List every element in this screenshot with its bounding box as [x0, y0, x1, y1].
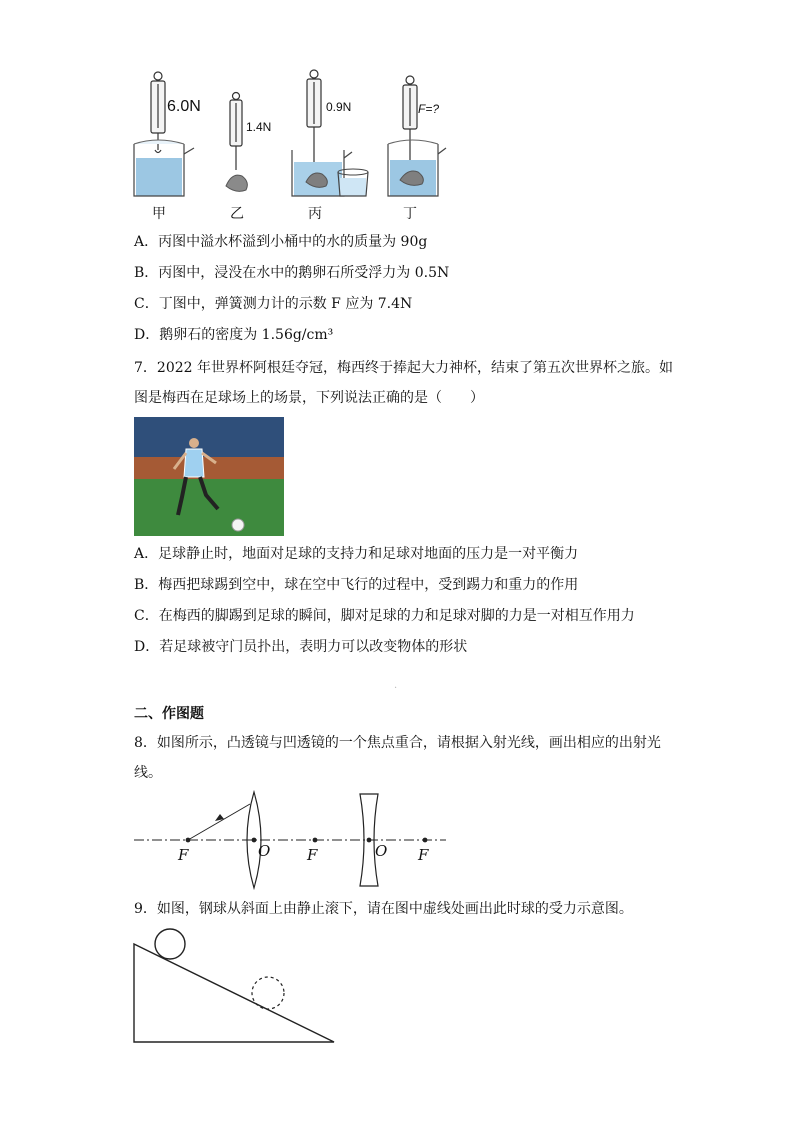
- reading-ding: F=?: [418, 102, 440, 116]
- incline-diagram: [130, 920, 340, 1050]
- optical-center-1: [252, 838, 257, 843]
- q8-stem-line2: 线。: [134, 765, 162, 781]
- reading-yi: 1.4N: [246, 120, 272, 134]
- beaker-jia: [134, 140, 194, 196]
- focus-point-2: [313, 838, 318, 843]
- label-o1: O: [258, 842, 271, 860]
- q9-stem: 9．如图，钢球从斜面上由静止滚下，请在图中虚线处画出此时球的受力示意图。: [134, 901, 633, 917]
- optical-center-2: [367, 838, 372, 843]
- stray-dot: ·: [394, 683, 398, 694]
- incline-plane: [134, 944, 334, 1042]
- reading-jia: 6.0N: [167, 98, 201, 115]
- q6-option-d: D．鹅卵石的密度为 1.56g/cm³: [134, 327, 334, 343]
- label-f3: F: [418, 846, 429, 864]
- ball-dashed-position: [252, 977, 284, 1009]
- q6-option-c: C．丁图中，弹簧测力计的示数 F 应为 7.4N: [134, 296, 413, 312]
- beaker-ding: [388, 140, 446, 196]
- section-title: 二、作图题: [134, 706, 204, 722]
- pebble-yi: [226, 175, 247, 191]
- caption-bing: 丙: [308, 206, 322, 222]
- reading-bing: 0.9N: [326, 100, 352, 114]
- label-o2: O: [375, 842, 388, 860]
- q6-option-a: A．丙图中溢水杯溢到小桶中的水的质量为 90g: [134, 234, 428, 250]
- q7-option-b: B．梅西把球踢到空中，球在空中飞行的过程中，受到踢力和重力的作用: [134, 577, 579, 593]
- buoyancy-experiment-figure: [120, 66, 460, 226]
- label-f1: F: [178, 846, 189, 864]
- caption-ding: 丁: [403, 206, 417, 222]
- focus-point-3: [423, 838, 428, 843]
- q8-stem-line1: 8．如图所示，凸透镜与凹透镜的一个焦点重合，请根据入射光线，画出相应的出射光: [134, 735, 661, 751]
- q7-option-d: D．若足球被守门员扑出，表明力可以改变物体的形状: [134, 639, 468, 655]
- q7-option-a: A．足球静止时，地面对足球的支持力和足球对地面的压力是一对平衡力: [134, 546, 579, 562]
- caption-jia: 甲: [152, 206, 166, 222]
- q6-option-b: B．丙图中，浸没在水中的鹅卵石所受浮力为 0.5N: [134, 265, 450, 281]
- scale-bing: [307, 70, 321, 166]
- q7-stem-line1: 7．2022 年世界杯阿根廷夺冠，梅西终于捧起大力神杯，结束了第五次世界杯之旅。如: [134, 360, 673, 376]
- scale-yi: [230, 93, 242, 171]
- q7-option-c: C．在梅西的脚踢到足球的瞬间，脚对足球的力和足球对脚的力是一对相互作用力: [134, 608, 635, 624]
- soccer-player-image: [134, 417, 284, 536]
- incident-ray: [188, 804, 250, 840]
- label-f2: F: [307, 846, 318, 864]
- small-bucket: [338, 169, 368, 196]
- scale-ding: [403, 76, 417, 170]
- q7-stem-line2: 图是梅西在足球场上的场景，下列说法正确的是（ ）: [134, 390, 484, 406]
- messi-photo: [134, 417, 284, 536]
- lens-diagram: [134, 790, 454, 890]
- caption-yi: 乙: [230, 206, 244, 222]
- steel-ball: [155, 929, 185, 959]
